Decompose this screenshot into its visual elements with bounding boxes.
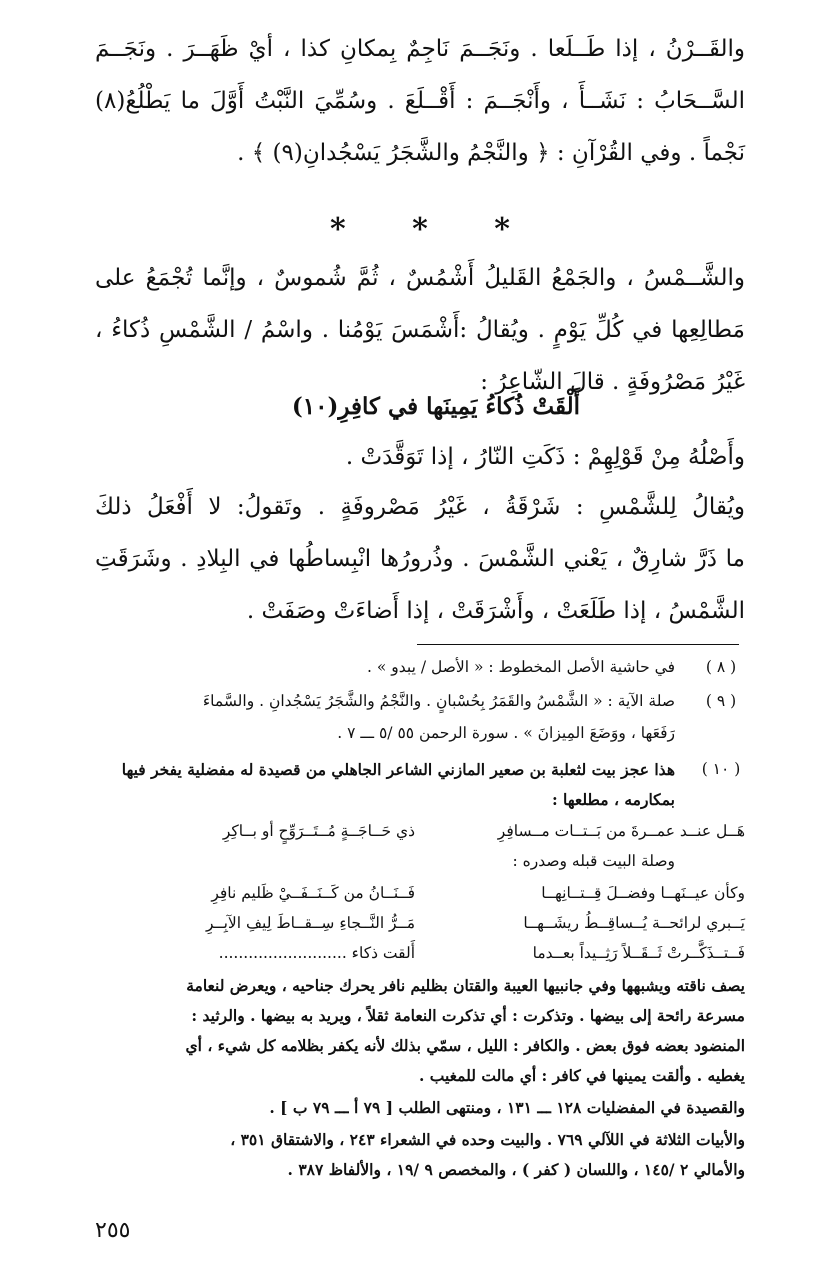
sources-text: والأبيات الثلاثة في اللآلي ٧٦٩ . والبيت وحده في الشعراء ٢٤٣ ، والاشتقاق ٣٥١ ، [230,1130,745,1149]
footnote-10 [95,760,745,790]
text-line: والقَــرْنُ ، إذا طَــلَعا . ونَجَــمَ نَاجِمٌ بِمكانِ كذا ، أيْ ظَهَــرَ . ونَجَــمَ [95,36,745,62]
paragraph-origin [95,446,745,498]
footnote-text: صلة الآية : « الشَّمْسُ والقَمَرُ بِحُسْبانٍ . والنَّجْمُ والشَّجَرُ يَسْجُدانِ . والسَّماءَ [202,692,675,710]
paragraph-sharqa [95,496,745,652]
commentary-line [95,1036,745,1066]
sources-line [95,1160,745,1190]
footnotes [95,658,745,1203]
footnote-text: هذا عجز بيت لثعلبة بن صعير المازني الشاعر الجاهلي من قصيدة له مفضلية يفخر فيها [121,760,675,779]
page-number: ٢٥٥ [95,1218,131,1243]
footnote-text: رَفَعَها ، ووَضَعَ المِيزانَ » . سورة الرحمن ٥٥ /٥ ـــ ٧ . [337,724,675,742]
context-label: وصلة البيت قبله وصدره : [512,852,675,870]
text-line: والشَّــمْسُ ، والجَمْعُ القَليلُ أَشْمُسٌ ، ثُمَّ شُموسٌ ، وإنَّما تُجْمَعُ على [95,265,745,291]
footnote-text: في حاشية الأصل المخطوط : « الأصل / يبدو » . [367,658,675,676]
text-line: ويُقالُ لِلشَّمْسِ : شَرْقَةُ ، غَيْرُ مَصْروفَةٍ . وتَقولُ: لا أَفْعَلُ ذلكَ [95,494,745,520]
commentary-line [95,976,745,1006]
sources-line [95,1130,745,1160]
separator-star: * [412,212,428,247]
context-verse [95,944,745,974]
text-line: ما ذَرَّ شارِقٌ ، يَعْني الشَّمْسَ . وذُرورُها انْبِساطُها في البِلادِ . وشَرَقَتِ [95,546,745,572]
commentary-text: مسرعة رائحة إلى بيضها . وتذكرت : أي تذكرت النعامة ثقلاً ، ويريد به بيضها . والرثيد : [191,1006,745,1025]
commentary-text: يصف ناقته ويشبهها وفي جانبيها العيبة والقتان بظليم نافر يحرك جناحيه ، ويعرض لنعامة [186,976,745,995]
separator-star: * [330,212,346,247]
verse-first-hemistich: هَــل عنــد عمــرةَ من بَــتــات مــسافِرِ [497,822,745,840]
paragraph-najm [95,38,745,194]
quoted-verse: أَلْقَتْ ذُكاءُ يَمِينَها في كافِرِ(١٠) [291,393,580,420]
commentary-line [95,1066,745,1096]
sources-text: والقصيدة في المفضليات ١٢٨ ـــ ١٣١ ، ومنتهى الطلب [ ٧٩ أ ـــ ٧٩ ب ] . [269,1098,745,1117]
verse-second-hemistich: أَلقت ذكاء .......................... [218,944,415,962]
footnote-number: ( ٨ ) [705,658,737,676]
footnote-8 [95,658,745,688]
footnote-10-continued [95,790,745,820]
footnote-number: ( ١٠ ) [701,760,741,778]
sources-line [95,1098,745,1128]
context-verse [95,884,745,914]
text-line: السَّــحَابُ : نَشَــأَ ، وأَنْجَــمَ : أَقْــلَعَ . وسُمِّيَ النَّبْتُ أَوَّلَ ما يَطْلُعُ(٨) [95,88,745,114]
sources-text: والأمالي ٢ /١٤٥ ، واللسان ( كفر ) ، والمخصص ٩ /١٩ ، والألفاظ ٣٨٧ . [287,1160,745,1179]
section-separator [330,212,510,247]
verse-first-hemistich: فَــتــذَكَّــرتْ ثَــقَــلاً رَثِــيداً بعــدما [532,944,745,962]
verse-second-hemistich: مَــرُّ النَّــجاءِ سِــقــاطَ لِيفِ الآبِــرِ [205,914,415,932]
separator-star: * [494,212,510,247]
footnote-separator-rule [417,644,739,645]
context-label-row [95,852,745,882]
text-line: مَطالِعِها في كُلِّ يَوْمٍ . ويُقالُ :أَشْمَسَ يَوْمُنا . واسْمُ / الشَّمْسِ ذُكاءُ ، [95,317,745,343]
commentary-text: المنضود بعضه فوق بعض . والكافر : الليل ، سمّي بذلك لأنه يكفر بظلامه كل شيء ، أي [185,1036,745,1055]
context-verse [95,914,745,944]
footnote-9-continued [95,724,745,754]
verse-second-hemistich: فَــنَــانُ من كَــنَــفَــيْ ظَليم نافِرِ [211,884,415,902]
verse-second-hemistich: ذي حَــاجَــةٍ مُــتَــرَوِّحٍ أو بــاكِرِ [222,822,415,840]
footnote-text: بمكارمه ، مطلعها : [551,790,675,809]
text-line: وأَصْلُهُ مِنْ قَوْلِهِمْ : ذَكَتِ النّارُ ، إذا تَوَقَّدَتْ . [345,444,745,470]
verse-first-hemistich: وكأن عيــنَهــا وفضــلَ قِــتــانِهــا [541,884,745,902]
text-line: نَجْماً . وفي القُرْآنِ : ﴿ والنَّجْمُ والشَّجَرُ يَسْجُدانِ(٩) ﴾ . [237,140,745,166]
footnote-9 [95,692,745,722]
footnote-number: ( ٩ ) [705,692,737,710]
commentary-line [95,1006,745,1036]
text-line: الشَّمْسُ ، إذا طَلَعَتْ ، وأَشْرَقَتْ ، إذا أَضاءَتْ وصَفَتْ . [246,598,745,624]
text-line: غَيْرُ مَصْرُوفَةٍ . قالَ الشّاعِرُ : [480,369,745,395]
commentary-text: يغطيه . وألقت يمينها في كافر : أي مالت للمغيب . [418,1066,745,1085]
opening-verse [95,822,745,852]
verse-first-hemistich: يَــبري لرائحــة يُــساقِــطُ ريشَــهــا [523,914,745,932]
